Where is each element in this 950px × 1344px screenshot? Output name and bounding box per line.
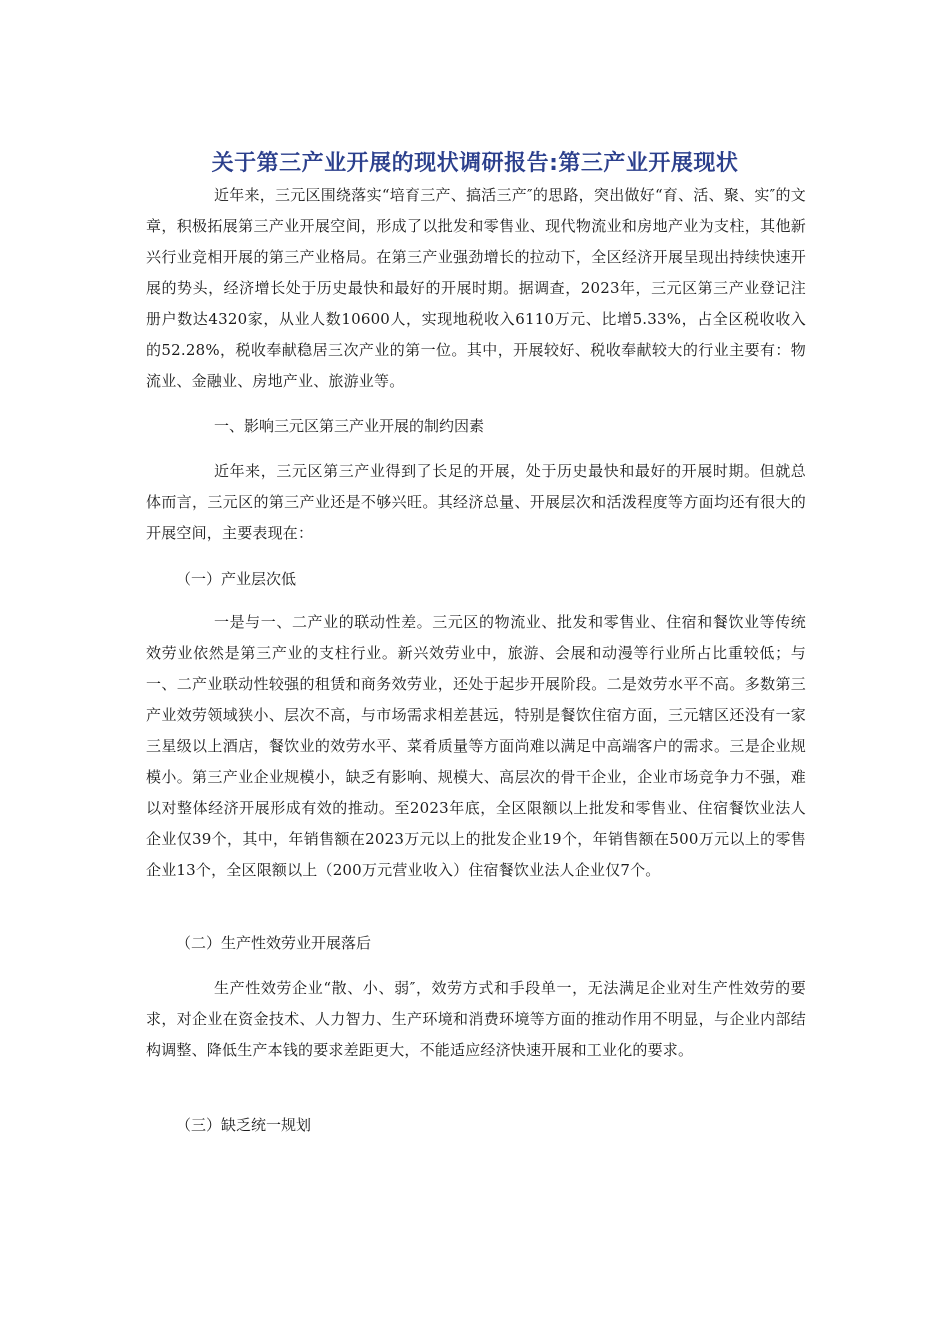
document-title: 关于第三产业开展的现状调研报告:第三产业开展现状 <box>211 150 739 176</box>
section1-paragraph: 近年来，三元区第三产业得到了长足的开展，处于历史最快和最好的开展时期。但就总体而言，三元区的第三产业还是不够兴旺。其经济总量、开展层次和活泼程度等方面均还有很大的开展空间，主要表现在： <box>146 462 806 542</box>
subsection-heading-1: （一）产业层次低 <box>176 570 297 588</box>
subsection1-paragraph: 一是与一、二产业的联动性差。三元区的物流业、批发和零售业、住宿和餐饮业等传统效劳业依然是第三产业的支柱行业。新兴效劳业中，旅游、会展和动漫等行业所占比重较低；与一、二产业联动性较强的租赁和商务效劳业，还处于起步开展阶段。二是效劳水平不高。多数第三产业效劳领域狭小、层次不高，与市场需求相差甚远，特别是餐饮住宿方面，三元辖区还没有一家三星级以上酒店，餐饮业的效劳水平、菜肴质量等方面尚难以满足中高端客户的需求。三是企业规模小。第三产业企业规模小，缺乏有影响、规模大、高层次的骨干企业，企业市场竞争力不强，难以对整体经济开展形成有效的推动。至2023年底，全区限额以上批发和零售业、住宿餐饮业法人企业仅39个，其中，年销售额在2023万元以上的批发企业19个，年销售额在500万元以上的零售企业13个，全区限额以上（200万元营业收入）住宿餐饮业法人企业仅7个。 <box>146 613 806 879</box>
subsection-heading-2: （二）生产性效劳业开展落后 <box>176 934 372 952</box>
subsection2-paragraph: 生产性效劳企业“散、小、弱″，效劳方式和手段单一，无法满足企业对生产性效劳的要求，对企业在资金技术、人力智力、生产环境和消费环境等方面的推动作用不明显，与企业内部结构调整、降低生产本钱的要求差距更大，不能适应经济快速开展和工业化的要求。 <box>146 979 806 1059</box>
section-heading-1: 一、影响三元区第三产业开展的制约因素 <box>214 417 485 435</box>
subsection-heading-3: （三）缺乏统一规划 <box>176 1116 312 1134</box>
intro-paragraph: 近年来，三元区围绕落实“培育三产、搞活三产″的思路，突出做好“育、活、聚、实″的文章，积极拓展第三产业开展空间，形成了以批发和零售业、现代物流业和房地产业为支柱，其他新兴行业竞相开展的第三产业格局。在第三产业强劲增长的拉动下，全区经济开展呈现出持续快速开展的势头，经济增长处于历史最快和最好的开展时期。据调查，2023年，三元区第三产业登记注册户数达4320家，从业人数10600人，实现地税收入6110万元、比增5.33%，占全区税收收入的52.28%，税收奉献稳居三次产业的第一位。其中，开展较好、税收奉献较大的行业主要有：物流业、金融业、房地产业、旅游业等。 <box>146 186 806 390</box>
